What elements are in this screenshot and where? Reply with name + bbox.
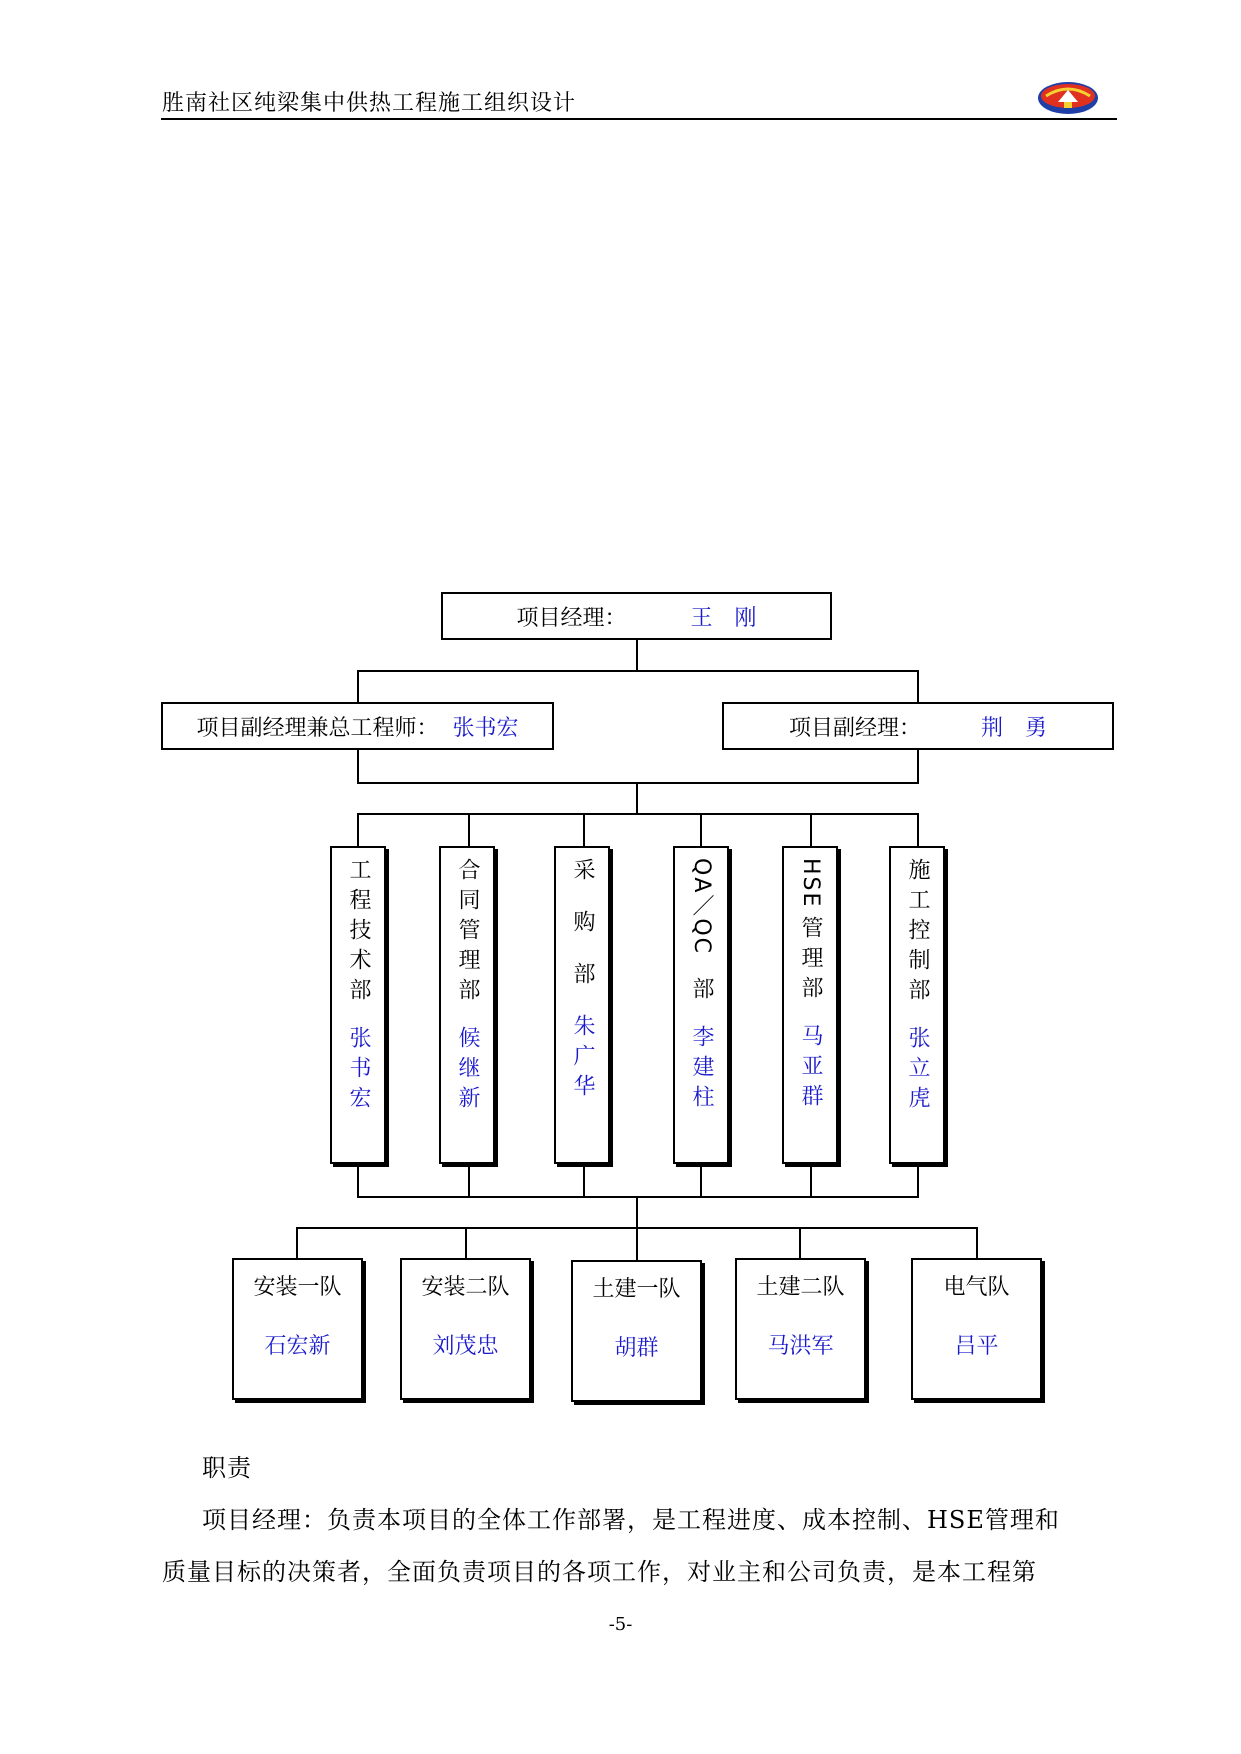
connector xyxy=(357,1196,919,1198)
team-civil-1 xyxy=(571,1260,702,1402)
team-civil-2 xyxy=(735,1258,866,1400)
dept-label: 部 xyxy=(689,977,714,1008)
team-lead-name: 吕平 xyxy=(954,1334,999,1359)
connector xyxy=(583,813,585,848)
team-install-2 xyxy=(400,1258,531,1400)
deputy-left-name: 张书宏 xyxy=(452,715,519,741)
dept-head-name: 李建柱 xyxy=(689,1025,714,1116)
team-install-1 xyxy=(232,1258,363,1400)
team-lead-name: 胡群 xyxy=(614,1336,659,1361)
connector xyxy=(357,750,359,783)
dept-label-latin: HSE xyxy=(798,858,823,909)
dept-head-name: 朱广华 xyxy=(570,1014,595,1104)
dept-label: 工程技术部 xyxy=(346,858,371,1008)
dept-label: 采购部 xyxy=(570,858,595,1014)
dept-label: 合同管理部 xyxy=(455,858,480,1008)
team-label: 电气队 xyxy=(943,1275,1010,1300)
dept-label: 管理部 xyxy=(798,916,823,1007)
connector xyxy=(810,813,812,848)
connector xyxy=(636,1196,638,1228)
connector xyxy=(917,813,919,848)
dept-contract xyxy=(439,846,495,1164)
team-lead-name: 马洪军 xyxy=(767,1334,834,1359)
connector xyxy=(976,1227,978,1258)
connector xyxy=(636,1227,638,1260)
document-title: 胜南社区纯梁集中供热工程施工组织设计 xyxy=(162,91,577,116)
connector xyxy=(357,1164,359,1197)
dept-qa-qc xyxy=(673,846,729,1164)
section-heading: 职责 xyxy=(202,1454,252,1482)
dept-head-name: 张立虎 xyxy=(905,1026,930,1116)
deputy-right-label: 项目副经理： xyxy=(788,715,921,741)
deputy-chief-engineer-box xyxy=(161,702,554,750)
dept-head-name: 张书宏 xyxy=(346,1026,371,1116)
connector xyxy=(357,813,359,848)
dept-procurement xyxy=(554,846,610,1164)
deputy-right-name: 荆 勇 xyxy=(981,715,1048,741)
dept-head-name: 马亚群 xyxy=(798,1024,823,1115)
connector xyxy=(700,813,702,848)
dept-head-name: 候继新 xyxy=(455,1026,480,1116)
connector xyxy=(468,813,470,848)
manager-label: 项目经理： xyxy=(516,605,627,631)
team-label: 安装一队 xyxy=(253,1275,342,1300)
page-number: -5- xyxy=(608,1614,633,1635)
connector xyxy=(917,750,919,783)
connector xyxy=(465,1227,467,1258)
connector xyxy=(700,1164,702,1197)
connector xyxy=(296,1227,298,1258)
connector xyxy=(583,1164,585,1197)
team-lead-name: 刘茂忠 xyxy=(432,1334,499,1359)
dept-construction-control xyxy=(889,846,945,1164)
deputy-left-label: 项目副经理兼总工程师： xyxy=(196,715,439,741)
connector xyxy=(357,782,919,784)
connector xyxy=(917,1164,919,1197)
dept-hse xyxy=(782,846,838,1164)
connector xyxy=(636,640,638,671)
connector xyxy=(357,670,359,702)
paragraph-line: 质量目标的决策者，全面负责项目的各项工作，对业主和公司负责，是本工程第 xyxy=(162,1558,1037,1586)
connector xyxy=(357,670,919,672)
connector xyxy=(917,670,919,702)
manager-name: 王 刚 xyxy=(690,605,757,631)
connector xyxy=(636,782,638,814)
connector xyxy=(810,1164,812,1197)
team-label: 土建一队 xyxy=(592,1277,681,1302)
dept-label: 施工控制部 xyxy=(905,858,930,1008)
connector xyxy=(357,813,919,815)
team-label: 土建二队 xyxy=(756,1275,845,1300)
paragraph-line: 项目经理：负责本项目的全体工作部署，是工程进度、成本控制、HSE管理和 xyxy=(202,1506,1060,1534)
connector xyxy=(468,1164,470,1197)
project-manager-box xyxy=(441,592,832,640)
dept-label-latin: QA／QC xyxy=(689,858,714,956)
team-label: 安装二队 xyxy=(421,1275,510,1300)
dept-engineering xyxy=(330,846,386,1164)
team-electrical xyxy=(911,1258,1042,1400)
deputy-manager-box xyxy=(722,702,1114,750)
connector xyxy=(799,1227,801,1258)
team-lead-name: 石宏新 xyxy=(264,1334,331,1359)
